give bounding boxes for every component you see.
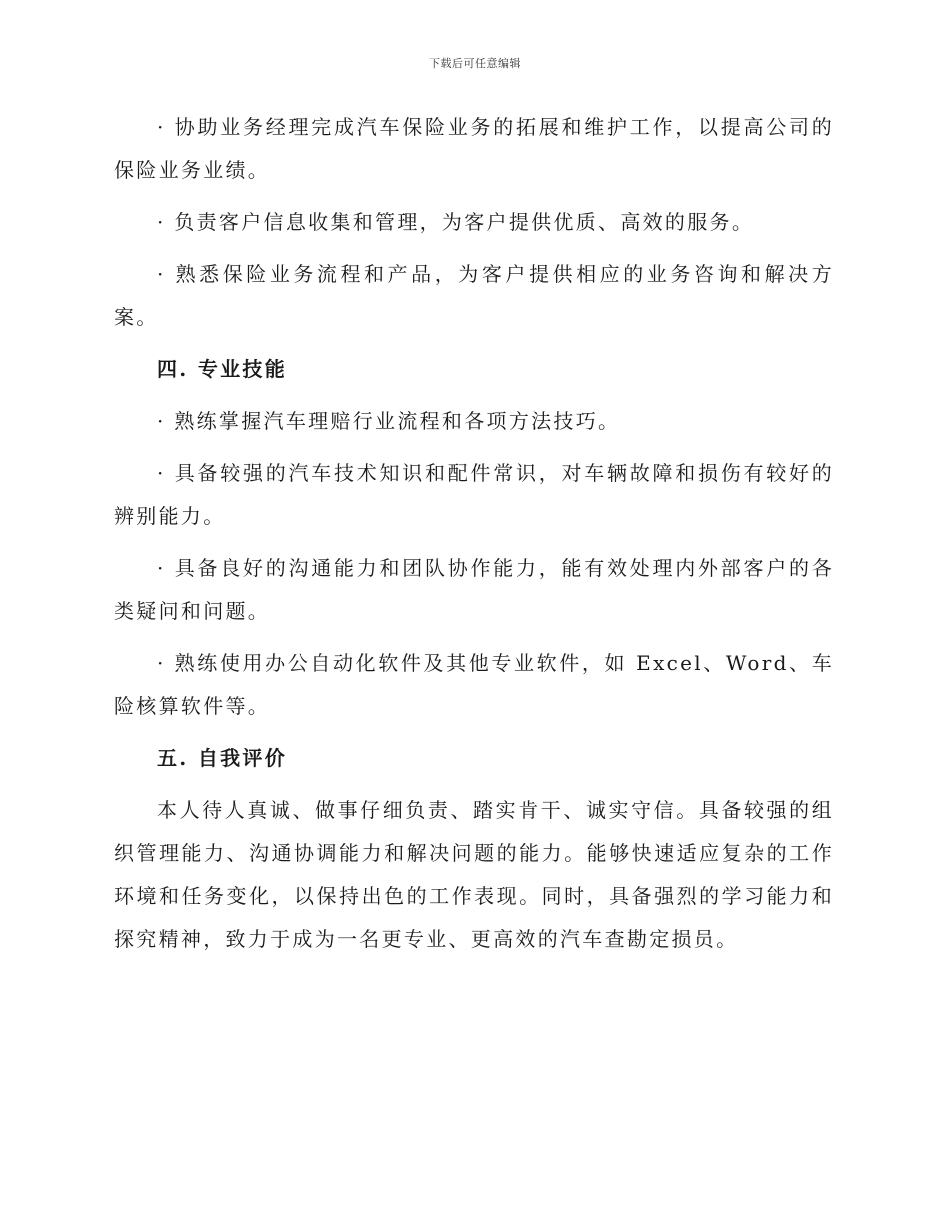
bullet-paragraph: · 熟练掌握汽车理赔行业流程和各项方法技巧。 (157, 409, 621, 433)
bullet-paragraph: · 协助业务经理完成汽车保险业务的拓展和维护工作，以提高公司的保险业务业绩。 (114, 115, 834, 182)
bullet-paragraph: · 具备较强的汽车技术知识和配件常识，对车辆故障和损伤有较好的辨别能力。 (114, 461, 834, 528)
section-heading-self-evaluation: 五. 自我评价 (157, 746, 288, 770)
bullet-paragraph: · 具备良好的沟通能力和团队协作能力，能有效处理内外部客户的各类疑问和问题。 (114, 556, 834, 623)
section-heading-skills: 四. 专业技能 (157, 357, 288, 381)
self-evaluation-paragraph: 本人待人真诚、做事仔细负责、踏实肯干、诚实守信。具备较强的组织管理能力、沟通协调能力和解决问题的能力。能够快速适应复杂的工作环境和任务变化，以保持出色的工作表现。同时，具备强烈的学习能力和探究精神，致力于成为一名更专业、更高效的汽车查勘定损员。 (114, 798, 834, 951)
document-body (114, 106, 834, 970)
bullet-paragraph: · 熟练使用办公自动化软件及其他专业软件，如 Excel、Word、车险核算软件等。 (114, 651, 834, 718)
bullet-paragraph: · 负责客户信息收集和管理，为客户提供优质、高效的服务。 (157, 210, 755, 234)
bullet-paragraph: · 熟悉保险业务流程和产品，为客户提供相应的业务咨询和解决方案。 (114, 262, 834, 329)
page-header: 下载后可任意编辑 (429, 57, 521, 70)
